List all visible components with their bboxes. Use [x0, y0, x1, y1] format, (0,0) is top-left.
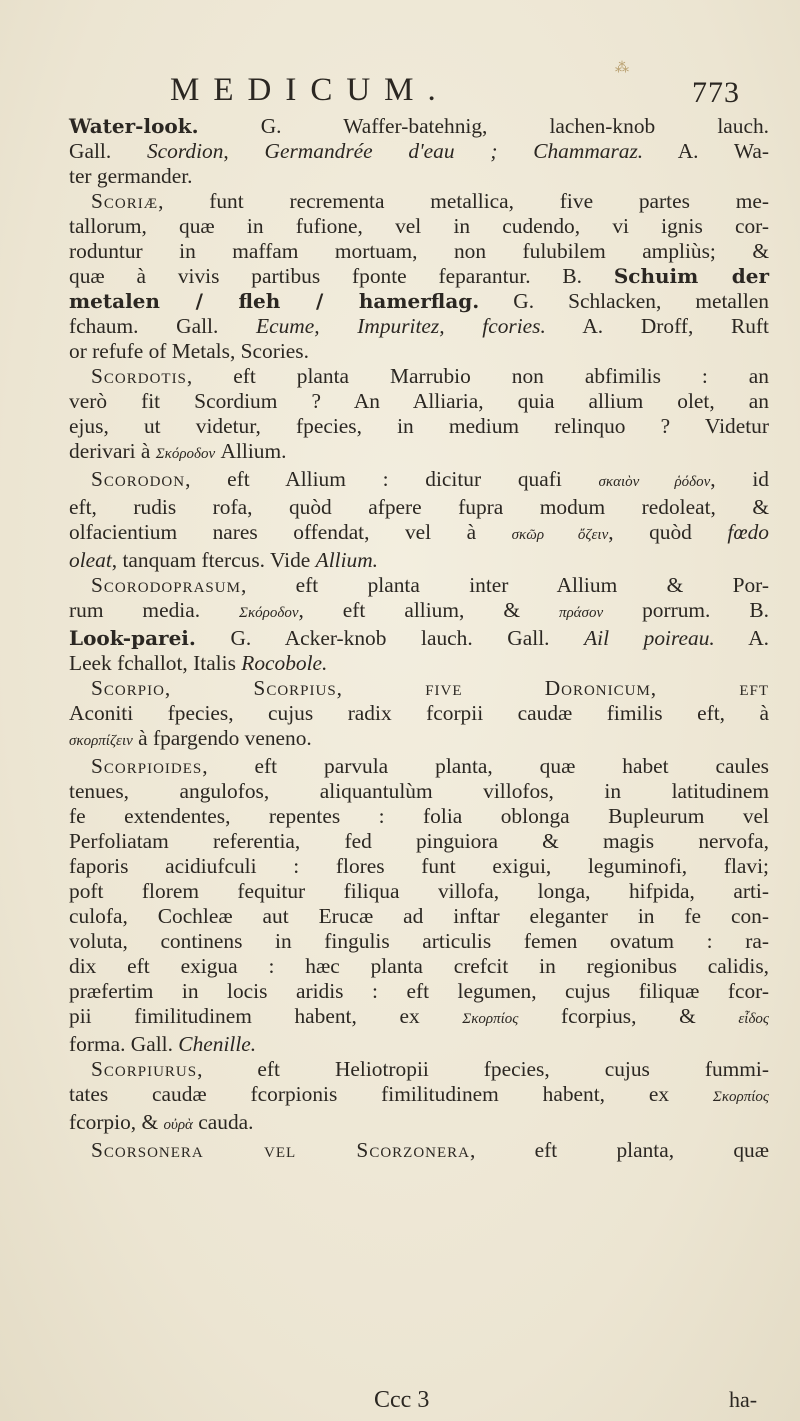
printer-mark: ⁂	[615, 61, 629, 76]
page-number: 773	[692, 76, 740, 109]
entry-scorpiurus: Scorpiurus, eft Heliotropii fpecies, cujus fummi- tates caudæ fcorpionis fimilitudinem habent, ex Σκορπίος fcorpio, & οὐρὰ cauda.	[69, 1057, 769, 1134]
entries-text	[69, 114, 769, 1163]
running-head-title: MEDICUM.	[170, 72, 450, 108]
entry-scordotis: Scordotis, eft planta Marrubio non abfimilis : an verò fit Scordium ? An Alliaria, quia allium olet, an ejus, ut videtur, fpecies, in medium relinquo ? Videtur derivari à Σκόροδον Allium.	[69, 364, 769, 463]
entry-scorpioides: Scorpioides, eft parvula planta, quæ habet caules tenues, angulofos, aliquantulùm villofos, in latitudinem fe extendentes, repentes : folia oblonga Bupleurum vel Perfoliatam referentia, fed pinguiora & magis nervofa, faporis acidiufculi : flores funt exigui, leguminofi, flavi; poft florem fequitur filiqua villofa, longa, hifpida, arti- culofa, Cochleæ aut Erucæ ad inftar eleganter in fe con- voluta, continens in fingulis articulis femen ovatum : ra- dix eft exigua : hæc planta crefcit in regionibus calidis, præfertim in locis aridis : eft legumen, cujus filiquæ fcor- pii fimilitudinem habent, ex Σκορπίος fcorpius, & εἶδος forma. Gall. Chenille.	[69, 754, 769, 1056]
page-footer	[69, 1387, 769, 1417]
running-head	[170, 61, 670, 112]
entry-scorpio: Scorpio, Scorpius, five Doronicum, eft Aconiti fpecies, cujus radix fcorpii caudæ fimilis eft, à σκορπίζειν à fpargendo veneno.	[69, 676, 769, 750]
catchword: ha-	[729, 1387, 758, 1412]
entry-scordium-cont: Water-look. G. Waffer-batehnig, lachen-knob lauch. Gall. Scordion, Germandrée d'eau ; Chammaraz. A. Wa- ter germander.	[69, 114, 770, 188]
entry-scorodon: Scorodon, eft Allium : dicitur quafi σκαιὸν ῥόδον, id eft, rudis rofa, quòd afpere fupra modum redoleat, & olfacientium nares offendat, vel à σκῶρ ὄζειν, quòd fœdo oleat, tanquam ftercus. Vide Allium.	[69, 467, 769, 572]
signature-mark: Ccc 3	[374, 1387, 430, 1413]
entry-scorodoprasum: Scorodoprasum, eft planta inter Allium & Por- rum media. Σκόροδον, eft allium, & πράσον porrum. B. Look-parei. G. Acker-knob lauch. Gall. Ail poireau. A. Leek fchallot, Italis Rocobole.	[69, 573, 769, 675]
entry-scoriae: Scoriæ, funt recrementa metallica, five partes me- tallorum, quæ in fufione, vel in cudendo, vi ignis cor- roduntur in maffam mortuam, non fulubilem ampliùs; & quæ à vivis partibus fponte feparantur. B. Schuim der metalen / fleh / hamerflag. G. Schlacken, metallen fchaum. Gall. Ecume, Impuritez, fcories. A. Droff, Ruft or refufe of Metals, Scories.	[69, 189, 770, 363]
entry-scorsonera: Scorsonera vel Scorzonera, eft planta, quæ	[91, 1138, 769, 1162]
